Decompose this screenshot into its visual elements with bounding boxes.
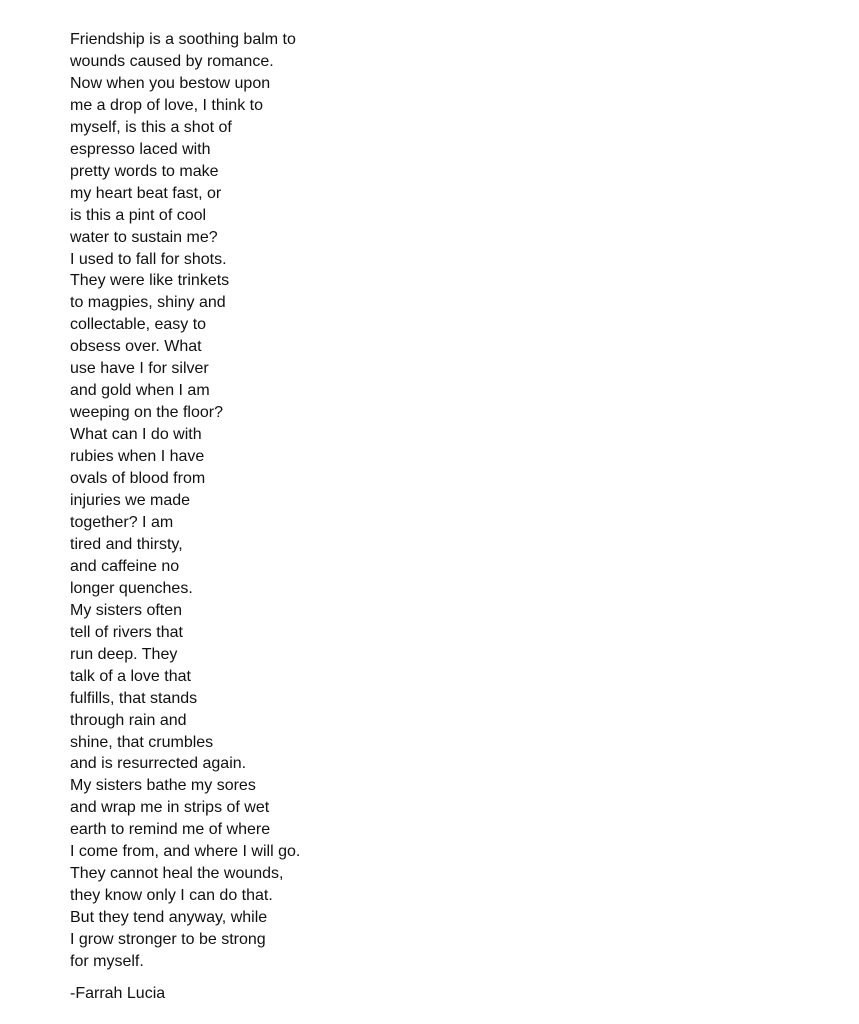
poem-line: tired and thirsty, <box>70 535 183 553</box>
poem-line: They were like trinkets <box>70 272 230 290</box>
poem-line: Now when you bestow upon <box>70 74 271 92</box>
poem-line: Friendship is a soothing balm to <box>70 31 296 48</box>
poem-line: They cannot heal the wounds, <box>70 865 284 883</box>
poem-line: run deep. They <box>70 645 178 663</box>
poem-line: pretty words to make <box>70 162 219 180</box>
poem-line: to magpies, shiny and <box>70 294 226 312</box>
poem-line: together? I am <box>70 513 174 531</box>
poem-line: collectable, easy to <box>70 316 207 334</box>
poem-line: espresso laced with <box>70 140 211 158</box>
poem-line: and is resurrected again. <box>70 755 247 773</box>
poem-line: rubies when I have <box>70 448 205 466</box>
poem-line: But they tend anyway, while <box>70 909 268 927</box>
poem-line: talk of a love that <box>70 667 191 685</box>
poem-line: use have I for silver <box>70 360 209 378</box>
poem-line: My sisters often <box>70 601 183 619</box>
poem-line: wounds caused by romance. <box>70 52 274 70</box>
poem-line: shine, that crumbles <box>70 733 214 751</box>
poem-line: tell of rivers that <box>70 623 183 641</box>
poem-line: and caffeine no <box>70 557 180 575</box>
poem-line: for myself. <box>70 953 144 971</box>
poem-line: water to sustain me? <box>70 228 218 246</box>
poem-line: I used to fall for shots. <box>70 250 227 268</box>
poem-line: and wrap me in strips of wet <box>70 799 270 817</box>
poem-line: myself, is this a shot of <box>70 118 232 136</box>
poem-line: and gold when I am <box>70 382 210 400</box>
poem-line: I grow stronger to be strong <box>70 931 266 949</box>
poem-line: I come from, and where I will go. <box>70 843 301 861</box>
poem-line: ovals of blood from <box>70 470 206 488</box>
poem-line: injuries we made <box>70 492 191 510</box>
poem-line: fulfills, that stands <box>70 689 198 707</box>
poem-line: my heart beat fast, or <box>70 184 222 202</box>
poem-line: earth to remind me of where <box>70 821 271 839</box>
poem-line: they know only I can do that. <box>70 887 273 905</box>
poem-body <box>70 29 770 973</box>
poem-line: obsess over. What <box>70 338 202 356</box>
poem-line: weeping on the floor? <box>70 404 223 422</box>
poem-line: me a drop of love, I think to <box>70 96 263 114</box>
poem-line: is this a pint of cool <box>70 206 207 224</box>
poem-line: My sisters bathe my sores <box>70 777 256 795</box>
poem-line: What can I do with <box>70 426 202 444</box>
poem-signature: -Farrah Lucia <box>70 984 166 1002</box>
poem-line: through rain and <box>70 711 187 729</box>
poem-line: longer quenches. <box>70 579 193 597</box>
poem-page <box>70 29 770 1005</box>
